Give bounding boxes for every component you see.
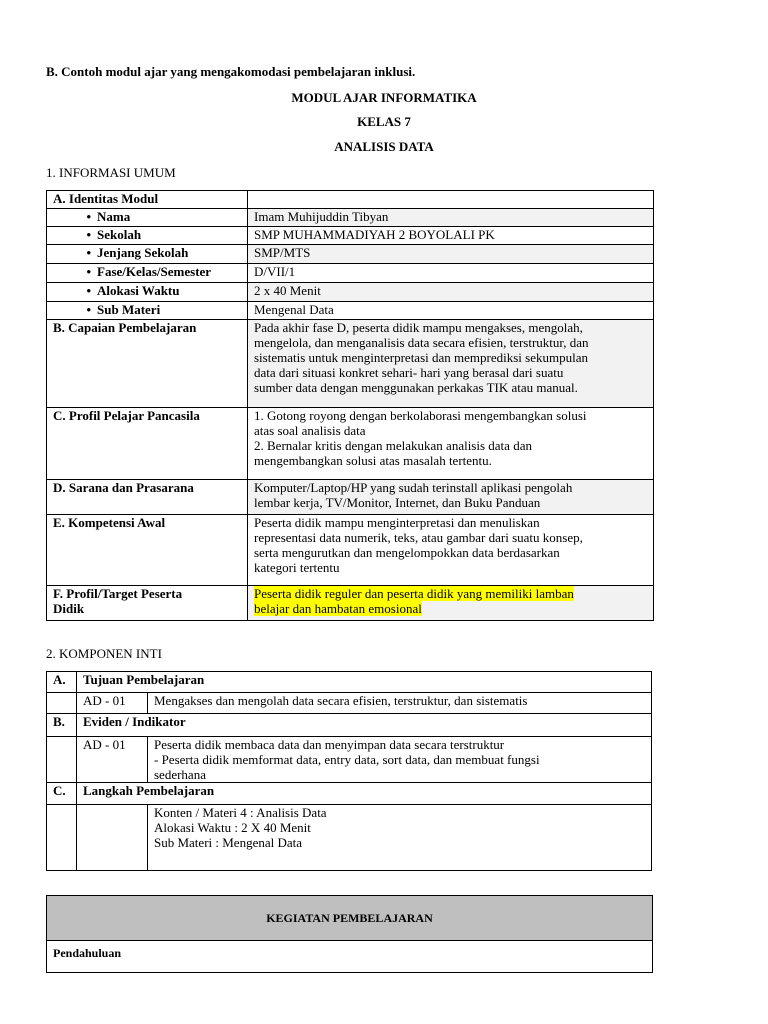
target-label [47, 586, 248, 621]
informasi-umum-table [46, 190, 654, 621]
text-line: kategori tertentu [254, 560, 340, 575]
table-row [47, 209, 654, 227]
field-value: D/VII/1 [248, 264, 654, 283]
text-line: serta mengurutkan dan mengelompokkan data berdasarkan [254, 545, 560, 560]
text-line: Peserta didik membaca data dan menyimpan data secara terstruktur [154, 737, 505, 752]
table-row [47, 264, 654, 283]
empty-cell [47, 805, 77, 871]
capaian-row [47, 320, 654, 408]
doc-class: KELAS 7 [357, 114, 411, 129]
pendahuluan-row [47, 941, 653, 973]
table-row [47, 227, 654, 245]
section-1-heading: 1. INFORMASI UMUM [46, 165, 176, 180]
text-line: sistematis untuk menginterpretasi dan memprediksi sekumpulan [254, 350, 588, 365]
bullet-icon: • [86, 209, 91, 224]
field-value: Imam Muhijuddin Tibyan [248, 209, 654, 227]
text-line: Sub Materi : Mengenal Data [154, 835, 303, 850]
field-label: Sekolah [97, 227, 142, 242]
table-row [47, 783, 652, 805]
kompetensi-text [248, 515, 654, 586]
section-letter: B. [47, 714, 77, 737]
empty-cell [47, 693, 77, 714]
table-row [47, 737, 652, 783]
code-cell: AD - 01 [77, 693, 148, 714]
bullet-icon: • [86, 283, 91, 298]
field-value: 2 x 40 Menit [248, 283, 654, 302]
sarana-label: D. Sarana dan Prasarana [47, 480, 248, 515]
bullet-icon: • [86, 245, 91, 260]
field-label: Nama [97, 209, 131, 224]
text-line: sederhana [154, 767, 206, 782]
empty-cell [47, 737, 77, 783]
langkah-text [148, 805, 652, 871]
table-row [47, 245, 654, 264]
text-line: lembar kerja, TV/Monitor, Internet, dan Buku Panduan [254, 495, 541, 510]
code-cell: AD - 01 [77, 737, 148, 783]
sarana-row [47, 480, 654, 515]
text-line: Alokasi Waktu : 2 X 40 Menit [154, 820, 311, 835]
table-row [47, 714, 652, 737]
text-line: 1. Gotong royong dengan berkolaborasi mengembangkan solusi [254, 408, 587, 423]
capaian-text [248, 320, 654, 408]
section-letter: C. [47, 783, 77, 805]
section-b-heading: B. Contoh modul ajar yang mengakomodasi pembelajaran inklusi. [46, 64, 416, 79]
table-row [47, 693, 652, 714]
empty-cell [77, 805, 148, 871]
text-line: Konten / Materi 4 : Analisis Data [154, 805, 327, 820]
profil-text [248, 408, 654, 480]
text-line: Didik [53, 601, 85, 616]
text-line: 2. Bernalar kritis dengan melakukan analisis data dan [254, 438, 532, 453]
bullet-icon: • [86, 302, 91, 317]
identitas-header-row [47, 191, 654, 209]
bullet-icon: • [86, 227, 91, 242]
field-label: Sub Materi [97, 302, 161, 317]
text-line: representasi data numerik, teks, atau gambar dari suatu konsep, [254, 530, 583, 545]
text-line: atas soal analisis data [254, 423, 366, 438]
kegiatan-header-row [47, 896, 653, 941]
table-row [47, 302, 654, 320]
field-label: Jenjang Sekolah [97, 245, 189, 260]
langkah-title: Langkah Pembelajaran [77, 783, 652, 805]
target-row [47, 586, 654, 621]
kegiatan-table [46, 895, 653, 973]
doc-title: MODUL AJAR INFORMATIKA [291, 90, 477, 105]
section-letter: A. [47, 672, 77, 693]
table-row [47, 283, 654, 302]
bullet-icon: • [86, 264, 91, 279]
doc-topic: ANALISIS DATA [334, 139, 434, 154]
target-text [248, 586, 654, 621]
identitas-header: A. Identitas Modul [47, 191, 248, 209]
profil-row [47, 408, 654, 480]
text-line: mengembangkan solusi atas masalah tertentu. [254, 453, 492, 468]
text-line: sumber data dengan menggunakan perkakas TIK atau manual. [254, 380, 578, 395]
eviden-title: Eviden / Indikator [77, 714, 652, 737]
section-2-heading: 2. KOMPONEN INTI [46, 646, 162, 661]
field-value: SMP MUHAMMADIYAH 2 BOYOLALI PK [248, 227, 654, 245]
text-line: Peserta didik mampu menginterpretasi dan menuliskan [254, 515, 540, 530]
eviden-text [148, 737, 652, 783]
tujuan-title: Tujuan Pembelajaran [77, 672, 652, 693]
text-line: - Peserta didik memformat data, entry data, sort data, dan membuat fungsi [154, 752, 540, 767]
text-line: mengelola, dan menganalisis data secara efisien, terstruktur, dan [254, 335, 589, 350]
text-line: data dari situasi konkret sehari- hari yang berasal dari suatu [254, 365, 564, 380]
kompetensi-label: E. Kompetensi Awal [47, 515, 248, 586]
text-line: Komputer/Laptop/HP yang sudah terinstall aplikasi pengolah [254, 480, 573, 495]
capaian-label: B. Capaian Pembelajaran [47, 320, 248, 408]
text-line: F. Profil/Target Peserta [53, 586, 183, 601]
text-line: Pada akhir fase D, peserta didik mampu mengakses, mengolah, [254, 320, 583, 335]
field-value: SMP/MTS [248, 245, 654, 264]
table-row [47, 672, 652, 693]
profil-label: C. Profil Pelajar Pancasila [47, 408, 248, 480]
sarana-text [248, 480, 654, 515]
field-label: Alokasi Waktu [97, 283, 180, 298]
kompetensi-row [47, 515, 654, 586]
highlighted-text: Peserta didik reguler dan peserta didik yang memiliki lamban [254, 586, 574, 601]
field-label: Fase/Kelas/Semester [97, 264, 212, 279]
identitas-header-empty [248, 191, 654, 209]
highlighted-text: belajar dan hambatan emosional [254, 601, 422, 616]
field-value: Mengenal Data [248, 302, 654, 320]
table-row [47, 805, 652, 871]
pendahuluan-label: Pendahuluan [47, 941, 653, 973]
kegiatan-header: KEGIATAN PEMBELAJARAN [47, 896, 653, 941]
tujuan-text: Mengakses dan mengolah data secara efisien, terstruktur, dan sistematis [148, 693, 652, 714]
komponen-inti-table [46, 671, 652, 871]
